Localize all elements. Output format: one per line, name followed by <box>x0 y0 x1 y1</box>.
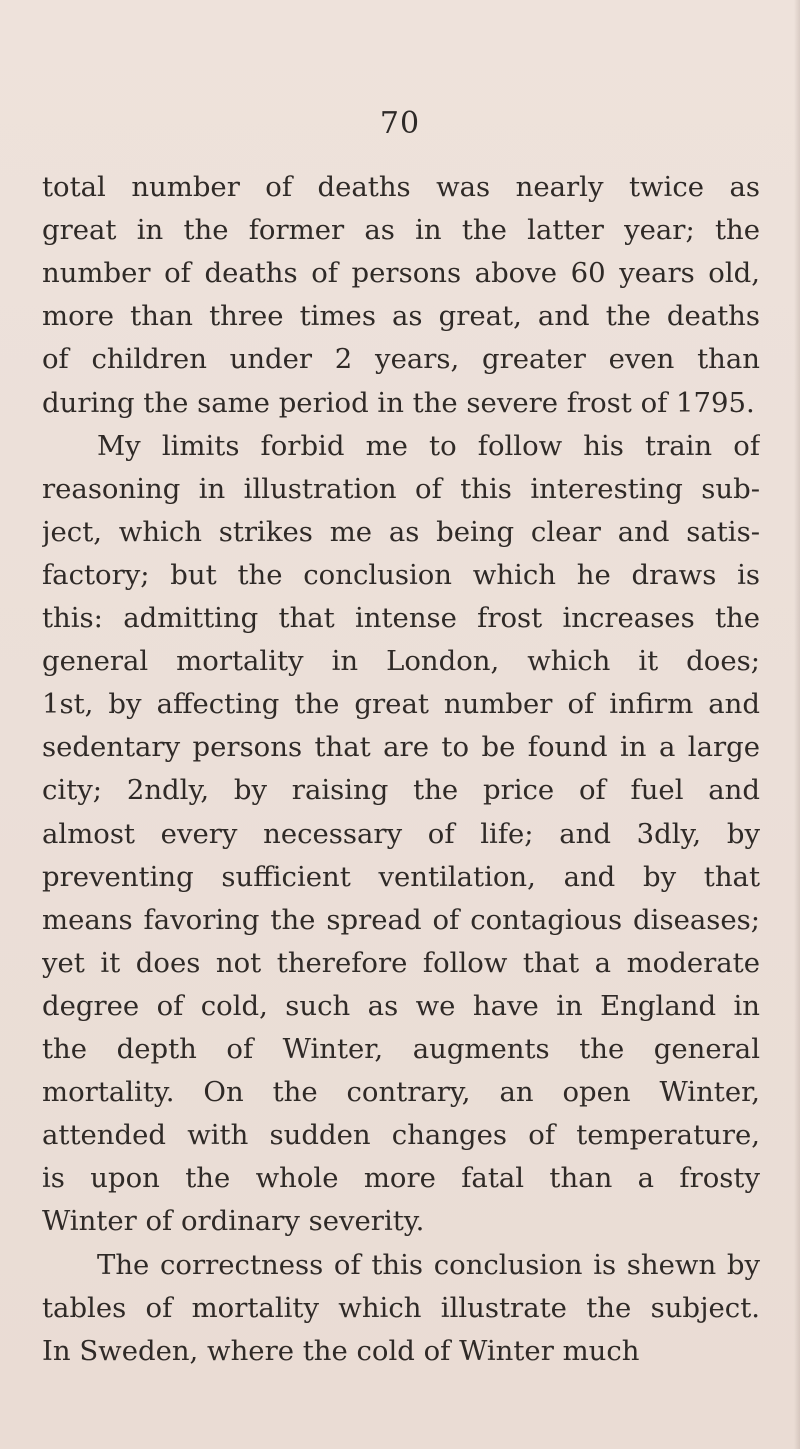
text-line: the depth of Winter, augments the general <box>42 1033 760 1065</box>
text-line: yet it does not therefore follow that a moderate <box>42 947 760 979</box>
text-line: city; 2ndly, by raising the price of fuel and <box>42 774 760 806</box>
text-line: ject, which strikes me as being clear and satis- <box>42 516 760 548</box>
text-line: is upon the whole more fatal than a frosty <box>42 1162 760 1194</box>
text-line: Winter of ordinary severity. <box>42 1205 425 1237</box>
text-line: My limits forbid me to follow his train of <box>97 430 760 462</box>
page-edge-shadow <box>794 0 800 1449</box>
text-line: number of deaths of persons above 60 years old, <box>42 257 760 289</box>
text-line: more than three times as great, and the deaths <box>42 300 760 332</box>
text-line: factory; but the conclusion which he draws is <box>42 559 760 591</box>
text-line: during the same period in the severe frost of 1795. <box>42 387 755 419</box>
text-line: sedentary persons that are to be found in a large <box>42 731 760 763</box>
text-line: The correctness of this conclusion is shewn by <box>97 1249 760 1281</box>
text-line: total number of deaths was nearly twice as <box>42 171 760 203</box>
text-line: In Sweden, where the cold of Winter much <box>42 1335 640 1367</box>
text-line: of children under 2 years, greater even than <box>42 343 760 375</box>
text-line: tables of mortality which illustrate the subject. <box>42 1292 760 1324</box>
text-line: mortality. On the contrary, an open Winter, <box>42 1076 760 1108</box>
text-line: reasoning in illustration of this interesting sub- <box>42 473 760 505</box>
text-line: means favoring the spread of contagious diseases; <box>42 904 760 936</box>
text-line: great in the former as in the latter year; the <box>42 214 760 246</box>
text-line: almost every necessary of life; and 3dly, by <box>42 818 760 850</box>
text-line: degree of cold, such as we have in England in <box>42 990 760 1022</box>
text-line: preventing sufficient ventilation, and by that <box>42 861 760 893</box>
text-line: general mortality in London, which it does; <box>42 645 760 677</box>
page-number: 70 <box>379 106 421 141</box>
text-line: attended with sudden changes of temperature, <box>42 1119 760 1151</box>
text-line: this: admitting that intense frost increases the <box>42 602 760 634</box>
text-line: 1st, by affecting the great number of infirm and <box>42 688 760 720</box>
